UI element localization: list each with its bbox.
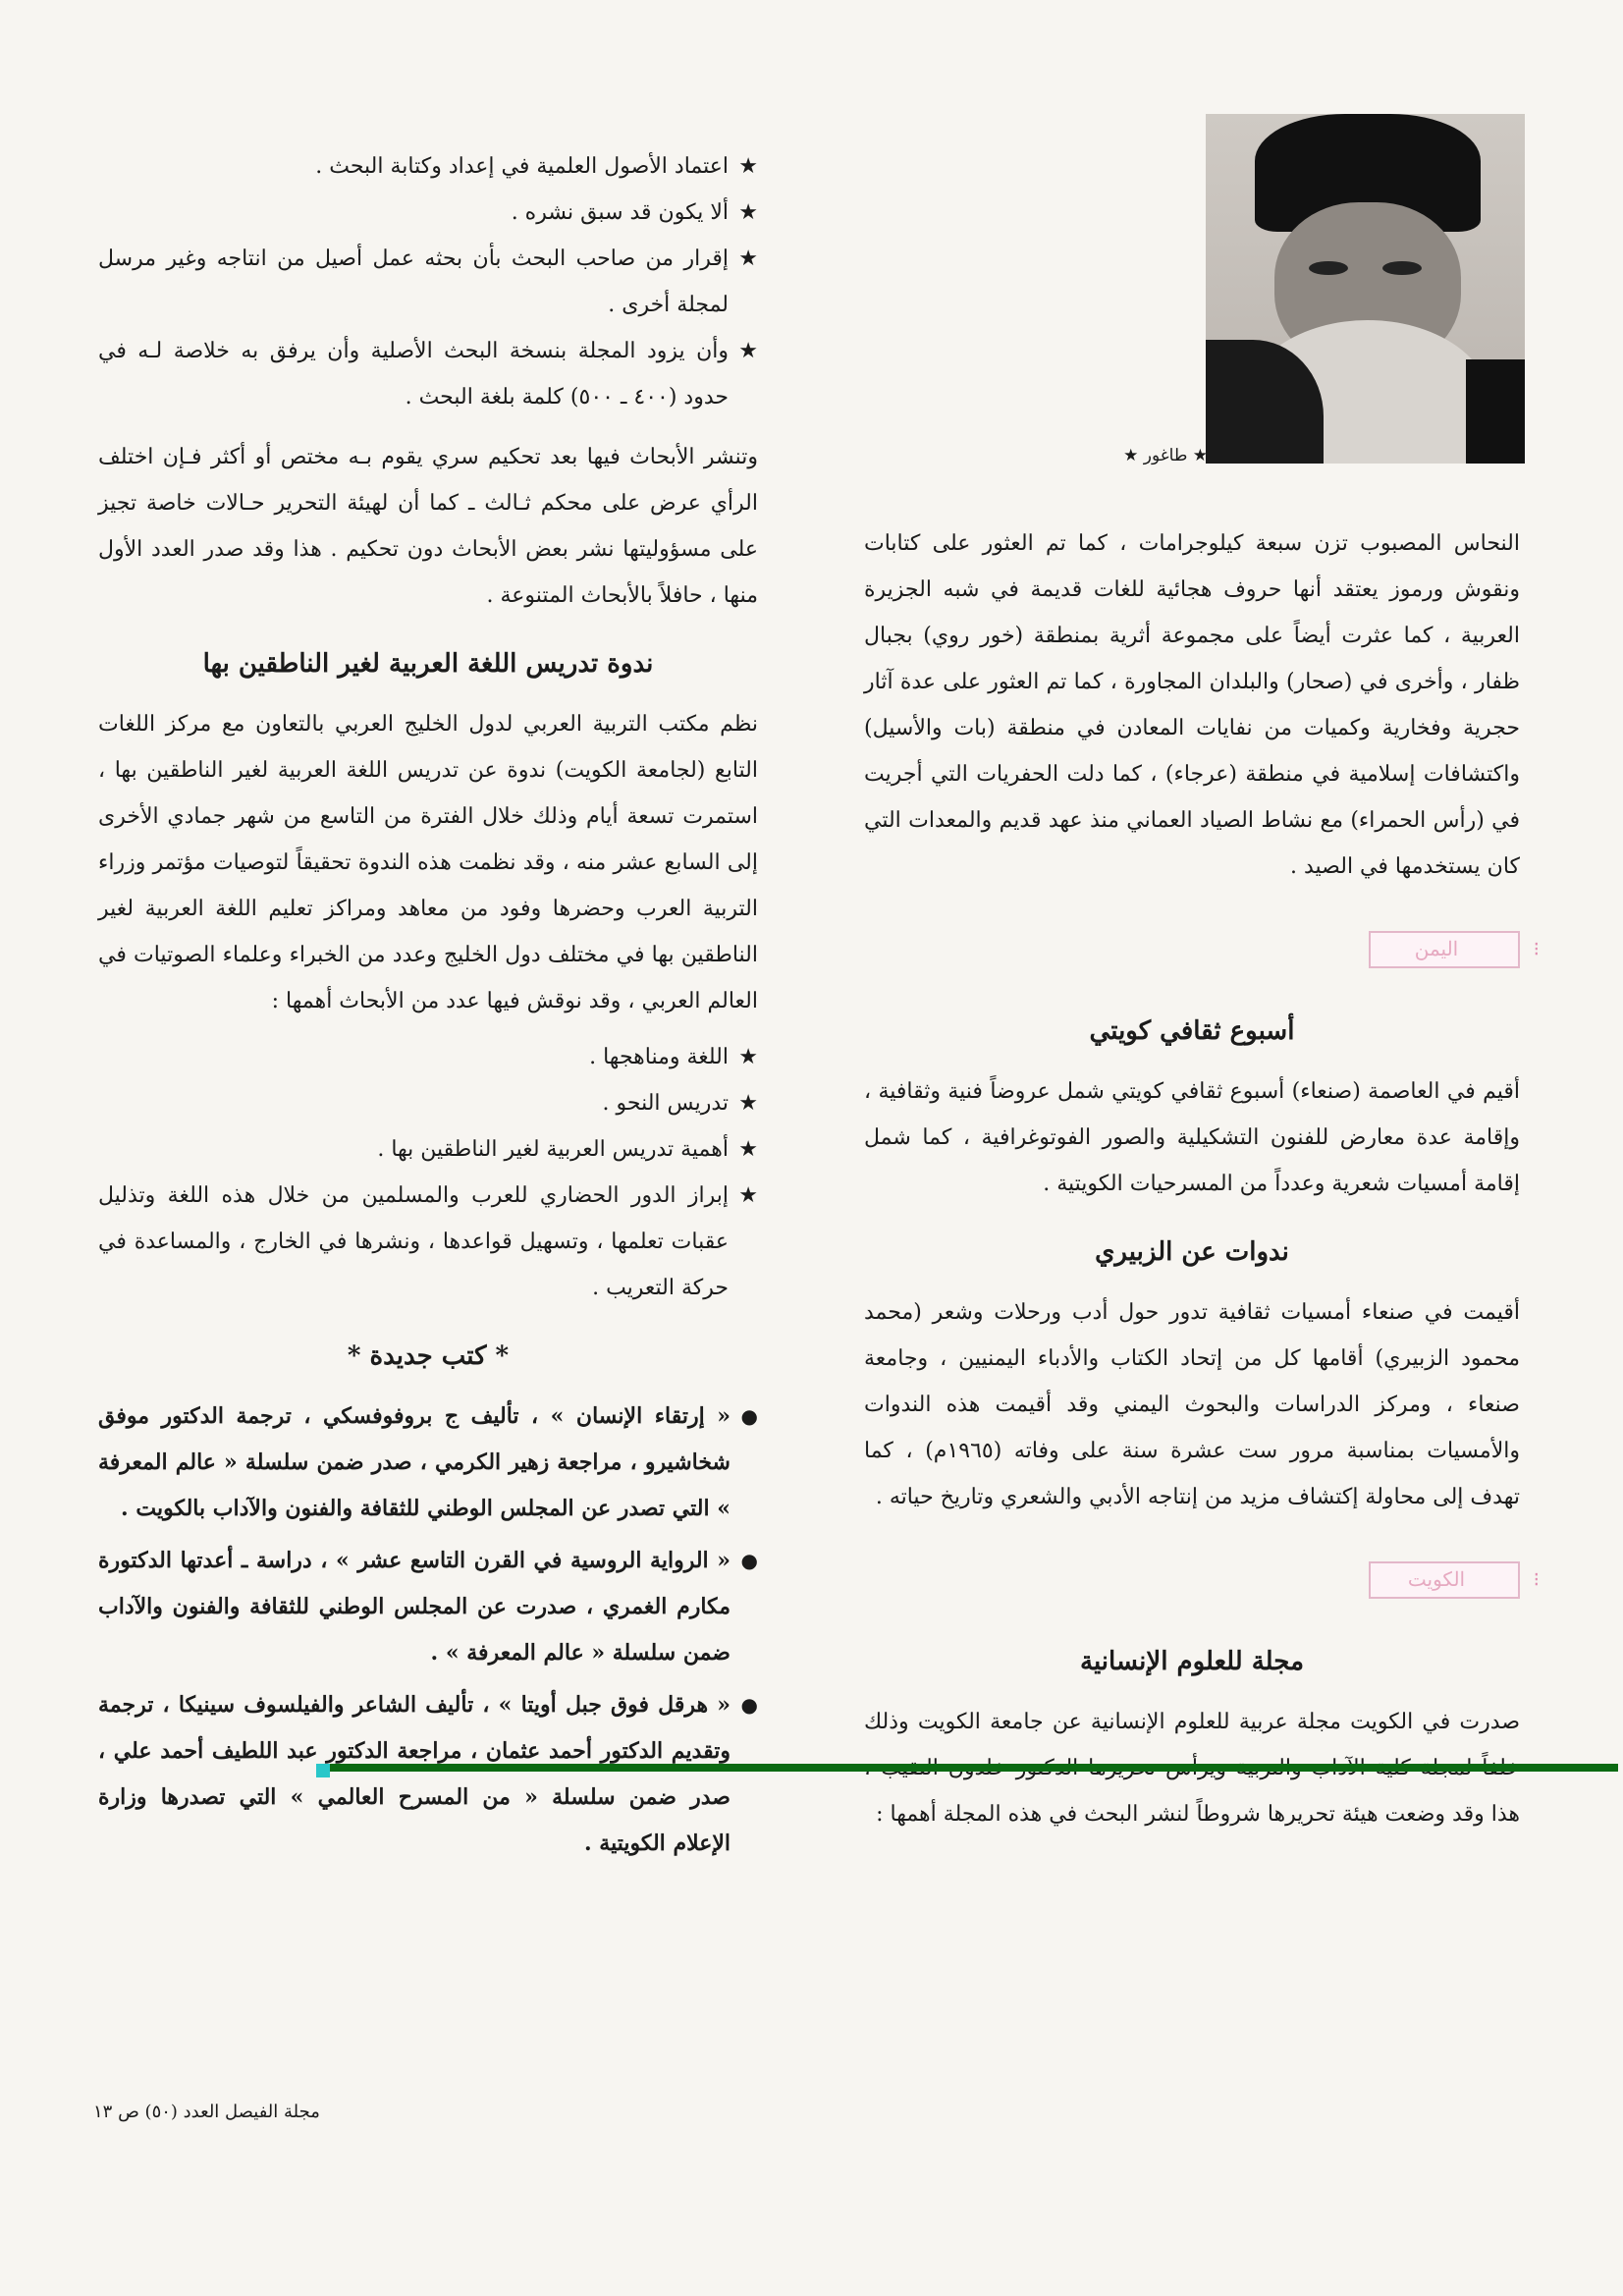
- books-heading: * كتب جديدة *: [347, 1341, 510, 1371]
- section-badge-kuwait: [1369, 1561, 1540, 1599]
- review-paragraph: وتنشر الأبحاث فيها بعد تحكيم سري يقوم بـه مختص أو أكثر فـإن اختلف الرأي عرض على محكم ثـالث ـ كما أن لهيئة التحرير حـالات خاصة تجيز على مسؤوليتها نشر بعض الأبحاث دون تحكيم . هذا وقد صدر العدد الأول منها ، حافلاً بالأبحاث المتنوعة .: [98, 445, 758, 608]
- oman-paragraph: النحاس المصبوب تزن سبعة كيلوجرامات ، كما تم العثور على كتابات ونقوش ورموز يعتقد أنها حروف هجائية للغات قديمة في شبه الجزيرة العربية ، كما عثرت أيضاً على مجموعة أثرية بمنطقة (خور روي) بجبال ظفار ، وأخرى في (صحار) والبلدان المجاورة ، كما تم العثور على عدة آثار حجرية وفخارية وكميات من نفايات المعادن في منطقة (بات والأسيل) واكتشافات إسلامية في منطقة (عرجاء) ، كما دلت الحفريات التي أجريت في (رأس الحمراء) مع نشاط الصياد العماني منذ عهد قديم والمعدات التي كان يستخدمها في الصيد .: [864, 531, 1521, 879]
- tagore-portrait: [1206, 114, 1525, 464]
- new-books-list: [98, 1394, 758, 1867]
- list-item: ★ أهمية تدريس العربية لغير الناطقين بها .: [98, 1126, 758, 1173]
- list-item: ★ اعتماد الأصول العلمية في إعداد وكتابة البحث .: [98, 143, 758, 190]
- seminar-topics-list: [98, 1034, 758, 1311]
- left-column: [98, 143, 758, 1873]
- seminar-heading: ندوة تدريس اللغة العربية لغير الناطقين بها: [202, 649, 654, 679]
- section-badge-yemen: [1369, 931, 1540, 968]
- list-item: ★ تدريس النحو .: [98, 1080, 758, 1126]
- badge-dots-icon: ⁝: [1533, 937, 1540, 960]
- list-item: ★ ألا يكون قد سبق نشره .: [98, 190, 758, 236]
- journal-heading: مجلة للعلوم الإنسانية: [1080, 1647, 1304, 1676]
- zubairi-paragraph: أقيمت في صنعاء أمسيات ثقافية تدور حول أدب ورحلات وشعر (محمد محمود الزبيري) أقامها كل من إتحاد الكتاب والأدباء اليمنيين ، وجامعة صنعاء ، ومركز الدراسات والبحوث اليمني وقد أقيمت هذه الندوات والأمسيات بمناسبة مرور ست عشرة سنة على وفاته (١٩٦٥م) ، كما تهدف إلى محاولة إكتشاف مزيد من إنتاجه الأدبي والشعري وتاريخ حياته .: [864, 1300, 1521, 1509]
- list-item: ★ إبراز الدور الحضاري للعرب والمسلمين من خلال هذه اللغة وتذليل عقبات تعلمها ، وتسهيل قواعدها ، ونشرها في الخارج ، والمساعدة في حركة التعريب .: [98, 1173, 758, 1311]
- portrait-shoulder: [1466, 359, 1525, 464]
- list-item: ★ اللغة ومناهجها .: [98, 1034, 758, 1080]
- submission-conditions-list: [98, 143, 758, 420]
- badge-dots-icon: ⁝: [1533, 1567, 1540, 1591]
- list-item: ★ إقرار من صاحب البحث بأن بحثه عمل أصيل من انتاجه وغير مرسل لمجلة أخرى .: [98, 236, 758, 328]
- cyan-marker: [316, 1764, 330, 1777]
- kuwait-week-paragraph: أقيم في العاصمة (صنعاء) أسبوع ثقافي كويتي شمل عروضاً فنية وثقافية ، وإقامة عدة معارض للفنون التشكيلية والصور الفوتوغرافية ، كما شمل إقامة أمسيات شعرية وعدداً من المسرحيات الكويتية .: [864, 1079, 1520, 1196]
- badge-label: الكويت: [1407, 1567, 1466, 1591]
- right-column: [864, 520, 1540, 1847]
- kuwait-week-heading: أسبوع ثقافي كويتي: [1089, 1016, 1295, 1046]
- green-divider-line: [316, 1764, 1618, 1772]
- photo-caption: ★ طاغور ★: [1123, 446, 1208, 465]
- list-item: ★ وأن يزود المجلة بنسخة البحث الأصلية وأن يرفق به خلاصة لـه في حدود (٤٠٠ ـ ٥٠٠) كلمة بلغة البحث .: [98, 328, 758, 420]
- seminar-paragraph: نظم مكتب التربية العربي لدول الخليج العربي بالتعاون مع مركز اللغات التابع (لجامعة الكويت) ندوة عن تدريس اللغة العربية لغير الناطقين بها ، استمرت تسعة أيام وذلك خلال الفترة من التاسع من شهر جمادي الأخرى إلى السابع عشر منه ، وقد نظمت هذه الندوة تحقيقاً لتوصيات مؤتمر وزراء التربية العرب وحضرها وفود من معاهد ومراكز تعليم اللغة العربية لغير الناطقين بها في مختلف دول الخليج وعدد من الخبراء وعلماء الصوتيات في العالم العربي ، وقد نوقش فيها عدد من الأبحاث أهمها :: [98, 712, 759, 1013]
- list-item: ● « هرقل فوق جبل أويتا » ، تأليف الشاعر والفيلسوف سينيكا ، ترجمة وتقديم الدكتور أحمد عثمان ، مراجعة الدكتور عبد اللطيف أحمد علي ، صدر ضمن سلسلة « من المسرح العالمي » التي تصدرها وزارة الإعلام الكويتية .: [98, 1682, 758, 1867]
- badge-label: اليمن: [1414, 937, 1459, 960]
- list-item: ● « إرتقاء الإنسان » ، تأليف ج بروفوفسكي ، ترجمة الدكتور موفق شخاشيرو ، مراجعة زهير الكرمي ، صدر ضمن سلسلة « عالم المعرفة » التي تصدر عن المجلس الوطني للثقافة والفنون والآداب بالكويت .: [98, 1394, 758, 1532]
- page-footer: مجلة الفيصل العدد (٥٠) ص ١٣: [93, 2102, 320, 2122]
- zubairi-heading: ندوات عن الزبيري: [1095, 1237, 1289, 1267]
- portrait-eye: [1382, 261, 1422, 275]
- journal-paragraph: صدرت في الكويت مجلة عربية للعلوم الإنسانية عن جامعة الكويت وذلك هذا وقد وضعت هيئة تحريرها شروطاً لنشر البحث في هذه المجلة أهمها :: [864, 1710, 1520, 1827]
- portrait-eye: [1309, 261, 1348, 275]
- list-item: ● « الرواية الروسية في القرن التاسع عشر » ، دراسة ـ أعدتها الدكتورة مكارم الغمري ، صدرت عن المجلس الوطني للثقافة والفنون والآداب ضمن سلسلة « عالم المعرفة » .: [98, 1538, 758, 1676]
